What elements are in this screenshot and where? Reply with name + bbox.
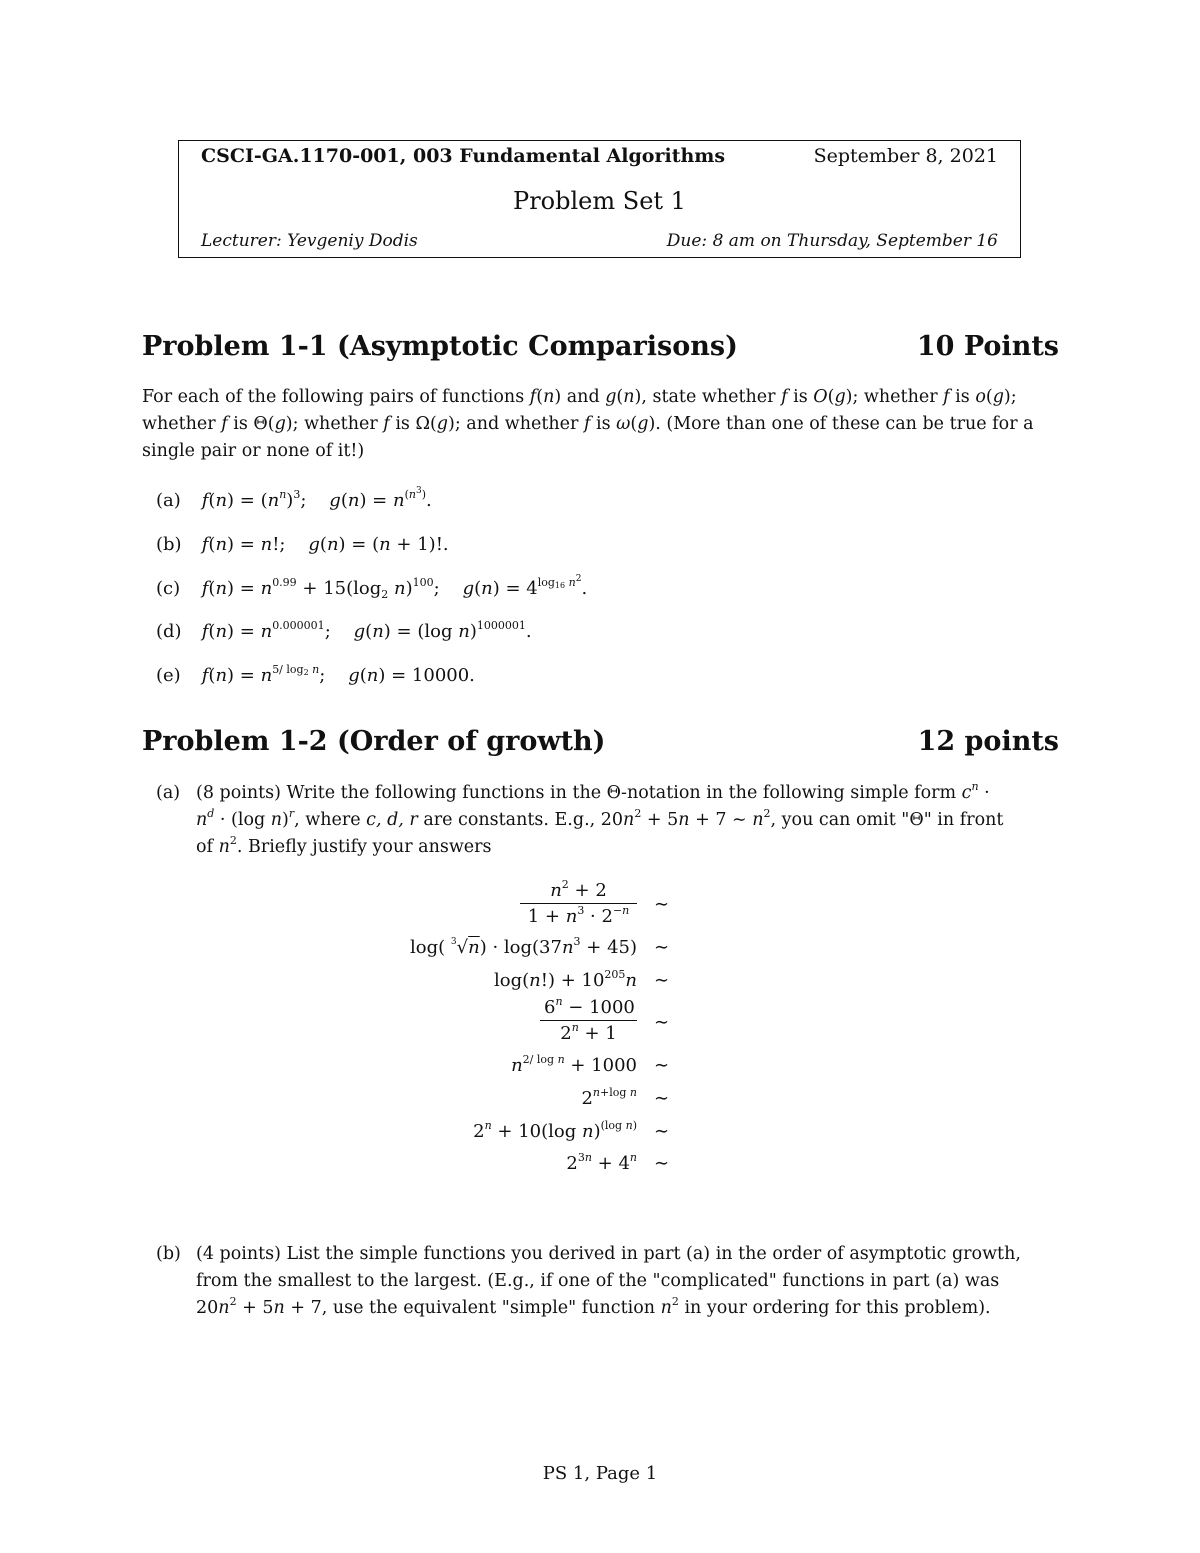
item-label: (e) bbox=[156, 665, 181, 686]
problem-1-item-e: (e) $f(n) = n^{5/ log_2 n}$; g(n) = 10000. bbox=[156, 663, 475, 686]
part-b-label: (b) bbox=[156, 1244, 181, 1264]
equation-8: $2^{3n} + 4^n$ bbox=[566, 1151, 637, 1174]
tilde-6: ∼ bbox=[654, 1088, 670, 1109]
tilde-3: ∼ bbox=[654, 970, 670, 991]
tilde-5: ∼ bbox=[654, 1055, 670, 1076]
due-date: Due: 8 am on Thursday, September 16 bbox=[666, 231, 998, 251]
tilde-1: ∼ bbox=[654, 894, 670, 915]
problem-2-heading bbox=[142, 726, 1059, 757]
equation-4: $\frac{6^n - 1000}{2^n + 1}$ bbox=[540, 997, 637, 1044]
problem-1-item-a: (a) $f(n) = (n^n)^3$; $g(n) = n^{(n^3)}$. bbox=[156, 486, 432, 511]
item-label: (a) bbox=[156, 490, 181, 511]
course-title: CSCI-GA.1170-001, 003 Fundamental Algorithms bbox=[201, 145, 726, 167]
header-date: September 8, 2021 bbox=[813, 145, 998, 167]
problem-1-item-b: (b) f(n) = n!; g(n) = (n + 1)!. bbox=[156, 534, 449, 555]
problem-set-title: Problem Set 1 bbox=[513, 187, 686, 215]
equation-5: $n^{2/ log n} + 1000$ bbox=[511, 1053, 637, 1076]
equation-6: $2^{n+log n}$ bbox=[581, 1086, 637, 1109]
problem-1-heading bbox=[142, 331, 1059, 362]
item-label: (d) bbox=[156, 621, 182, 642]
problem-2-part-b: (b) (4 points) List the simple functions you derived in part (a) in the order of asymptotic growth, from the smallest to the largest. (E.g., if one of the "complicated" functions in part (a) was $20n^2 + 5n + 7$, use the equivalent "simple" function $n^2$ in your ordering for this problem). bbox=[156, 1241, 1059, 1322]
equation-1: $\frac{n^2 + 2}{1 + n^3 \cdot 2^{-n}}$ bbox=[520, 880, 637, 927]
tilde-4: ∼ bbox=[654, 1012, 670, 1033]
problem-1-intro: For each of the following pairs of functions f(n) and g(n), state whether f is O(g); whether f is o(g); whether f is Θ(g); whether f is Ω(g); and whether f is ω(g). (More than one of these can be true for a single pair or none of it!) bbox=[142, 387, 1034, 461]
problem-2-part-a: (a) (8 points) Write the following functions in the Θ-notation in the following simple form $c^n$ · $n^d \cdot (\log$ n)$^r$, where c, d, r are constants. E.g., $20n^2 + 5n + 7$ ∼ $n^2$, you can omit "Θ" in front of $n^2$. Briefly justify your answers bbox=[156, 780, 1004, 857]
tilde-7: ∼ bbox=[654, 1121, 670, 1142]
tilde-8: ∼ bbox=[654, 1153, 670, 1174]
problem-1-title: Problem 1-1 (Asymptotic Comparisons) bbox=[142, 331, 738, 362]
problem-1-item-c: (c) $f(n) = n^{0.99} + 15(\log_2$ n)$^{100}$; $g(n) = 4^{log_{16} n^2}$. bbox=[156, 574, 588, 601]
problem-2-points: 12 points bbox=[917, 726, 1059, 757]
equation-3: $\log(n!) + 10^{205}n$ bbox=[493, 968, 637, 991]
part-a-label: (a) bbox=[156, 783, 181, 803]
page-footer: PS 1, Page 1 bbox=[542, 1463, 658, 1484]
equation-2: log( $^3√n) \cdot \log(37n^3 + 45)$ bbox=[410, 935, 637, 958]
problem-2-title: Problem 1-2 (Order of growth) bbox=[142, 726, 606, 757]
lecturer: Lecturer: Yevgeniy Dodis bbox=[201, 231, 418, 251]
item-label: (b) bbox=[156, 534, 182, 555]
equation-7: $2^n + 10(\log$ n)$^{(log n)}$ bbox=[473, 1119, 637, 1142]
item-label: (c) bbox=[156, 578, 181, 599]
problem-1-item-d: (d) $f(n) = n^{0.000001}$; g(n) = (log n)$^{1000001}$. bbox=[156, 619, 532, 642]
header-box bbox=[178, 140, 1021, 258]
problem-1-points: 10 Points bbox=[916, 331, 1059, 362]
tilde-2: ∼ bbox=[654, 937, 670, 958]
